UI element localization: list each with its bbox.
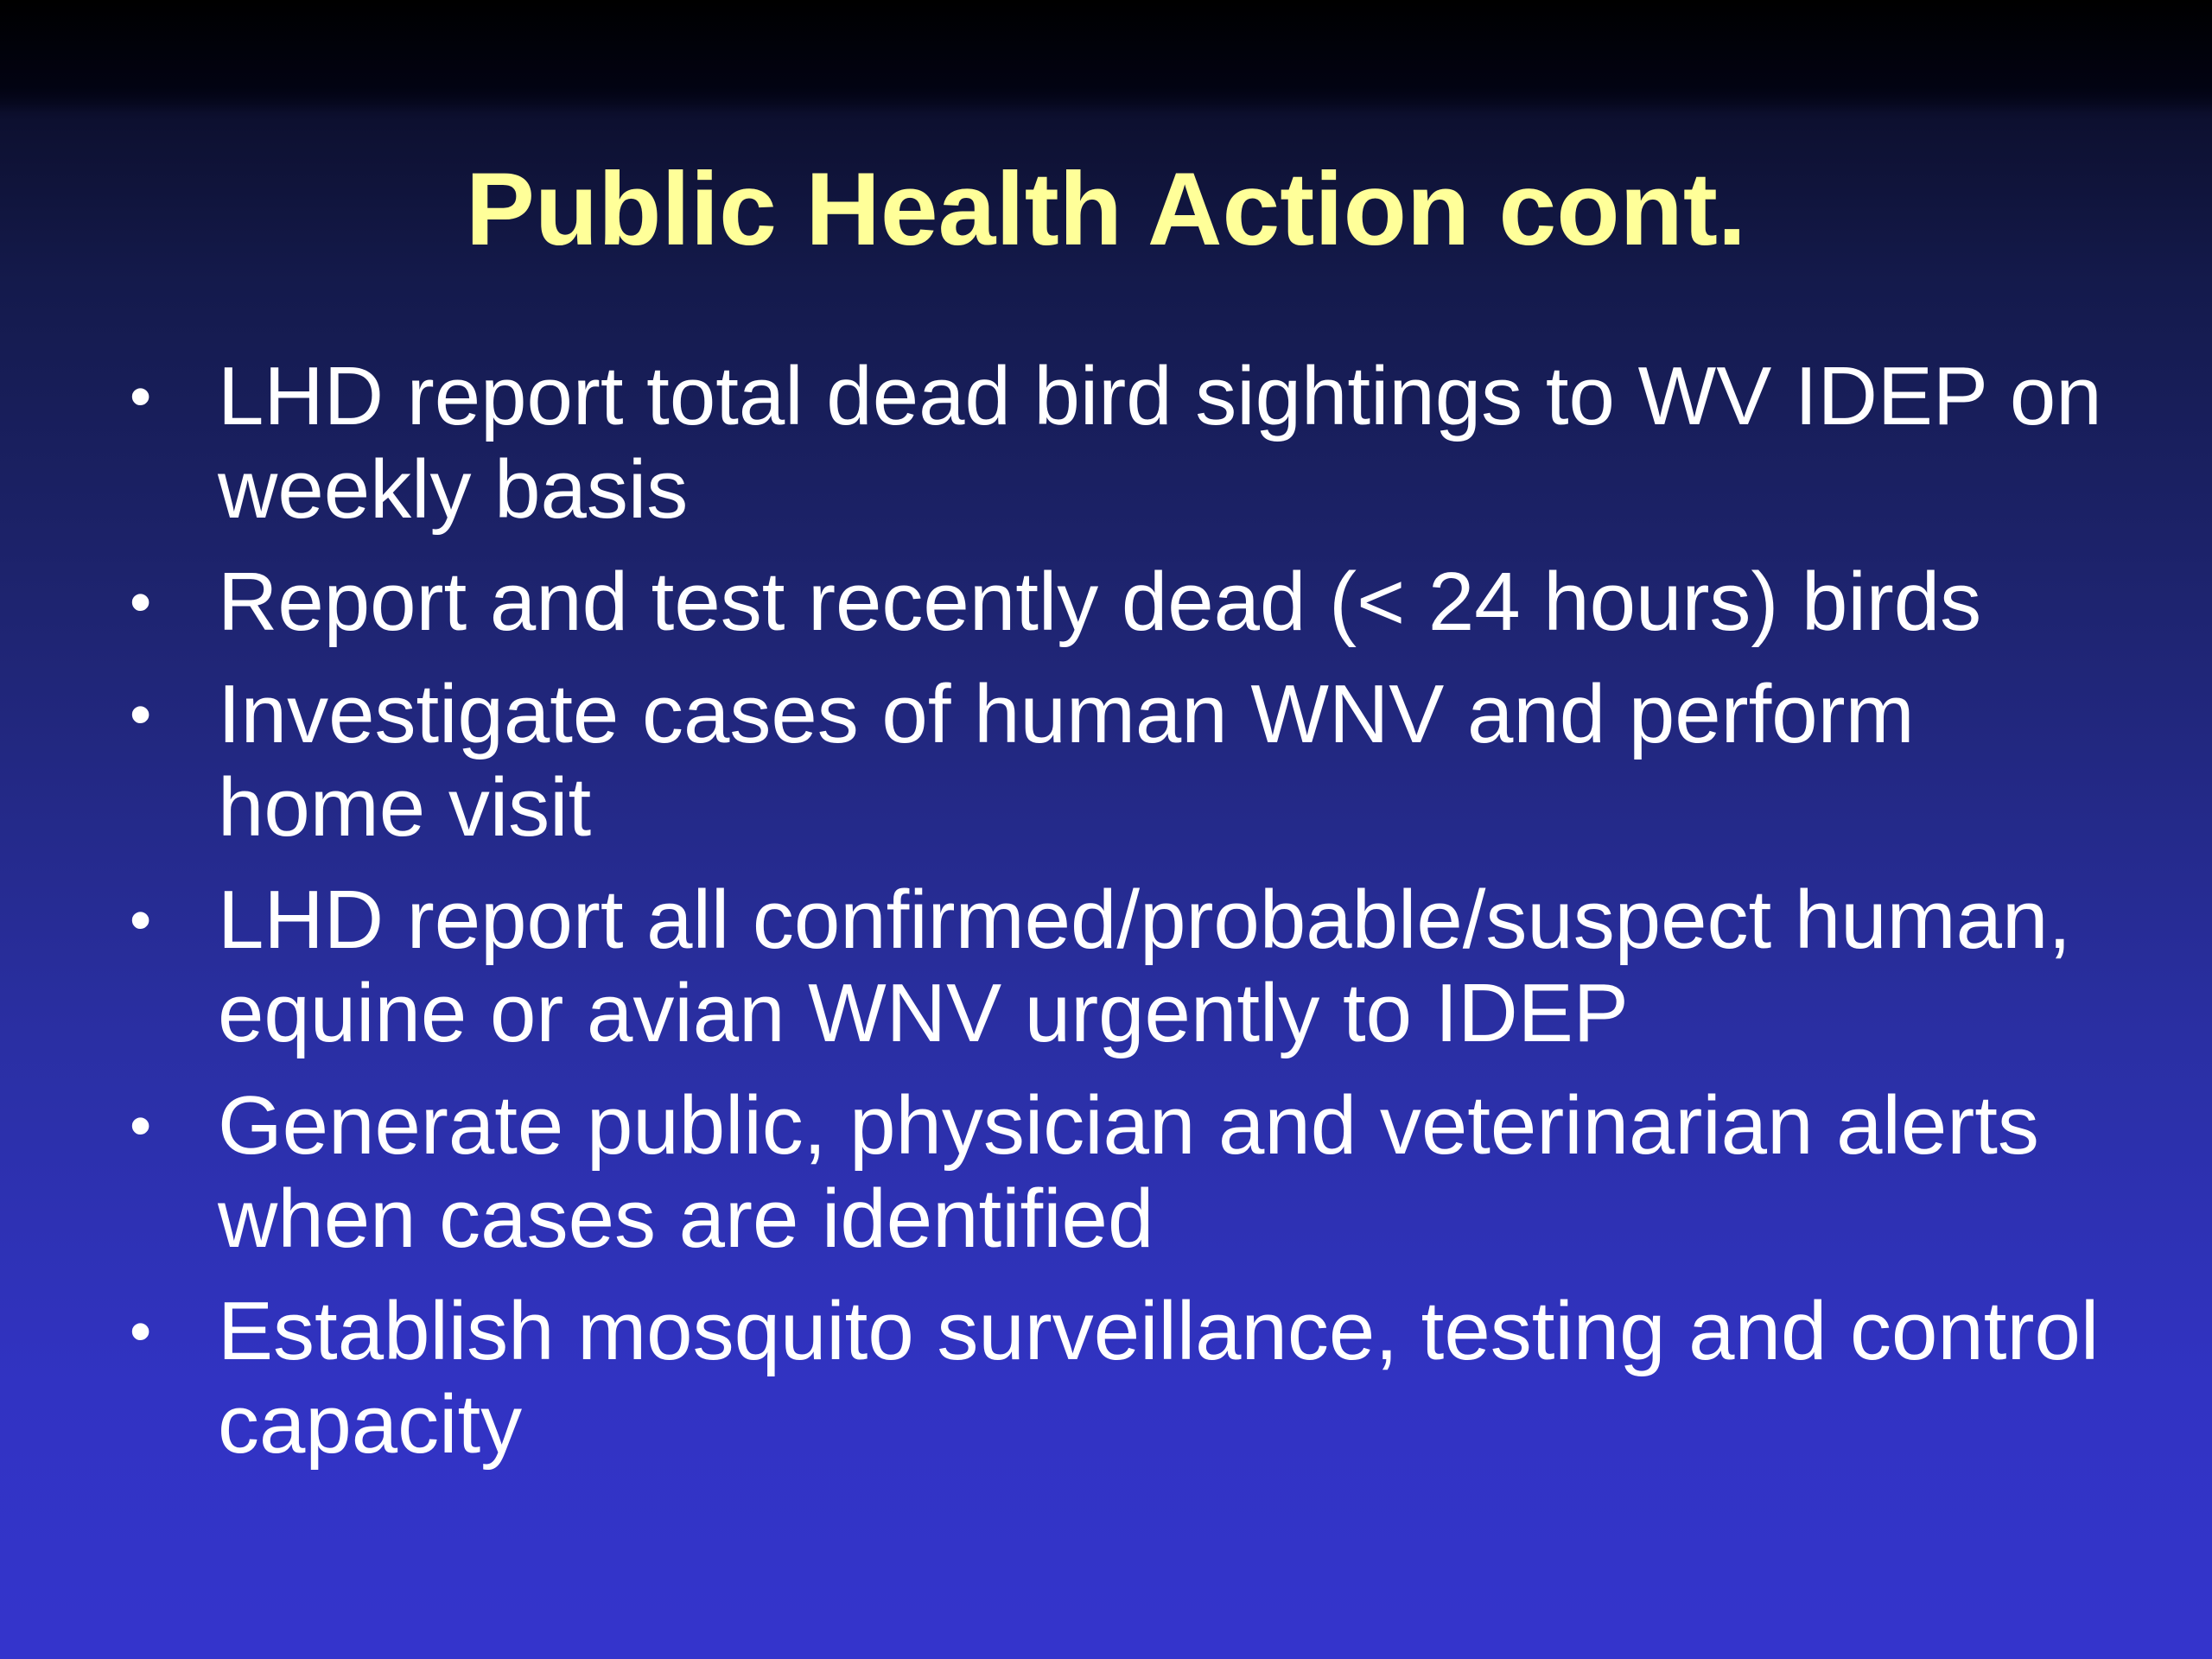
slide-title: Public Health Action cont. bbox=[465, 151, 1747, 267]
bullet-text: Investigate cases of human WNV and perform home visit bbox=[218, 668, 1915, 854]
bullet-list bbox=[130, 350, 2143, 1491]
bullet-text: Generate public, physician and veterinarian alerts when cases are identified bbox=[218, 1079, 2039, 1265]
bullet-text: LHD report all confirmed/probable/suspect human, equine or avian WNV urgently to IDEP bbox=[218, 874, 2072, 1059]
list-item bbox=[130, 350, 2143, 537]
top-dark-band bbox=[0, 0, 2212, 112]
bullet-icon: • bbox=[130, 568, 152, 637]
bullet-icon: • bbox=[130, 362, 152, 431]
list-item bbox=[130, 556, 2143, 649]
list-item bbox=[130, 874, 2143, 1060]
bullet-text: Report and test recently dead (< 24 hours) birds bbox=[218, 556, 1982, 648]
list-item bbox=[130, 1285, 2143, 1471]
bullet-icon: • bbox=[130, 680, 152, 749]
bullet-text: Establish mosquito surveillance, testing and control capacity bbox=[218, 1285, 2100, 1471]
bullet-text: LHD report total dead bird sightings to WV IDEP on weekly basis bbox=[218, 350, 2102, 536]
bullet-icon: • bbox=[130, 1091, 152, 1160]
list-item bbox=[130, 668, 2143, 855]
bullet-icon: • bbox=[130, 1297, 152, 1366]
list-item bbox=[130, 1079, 2143, 1266]
bullet-icon: • bbox=[130, 886, 152, 955]
